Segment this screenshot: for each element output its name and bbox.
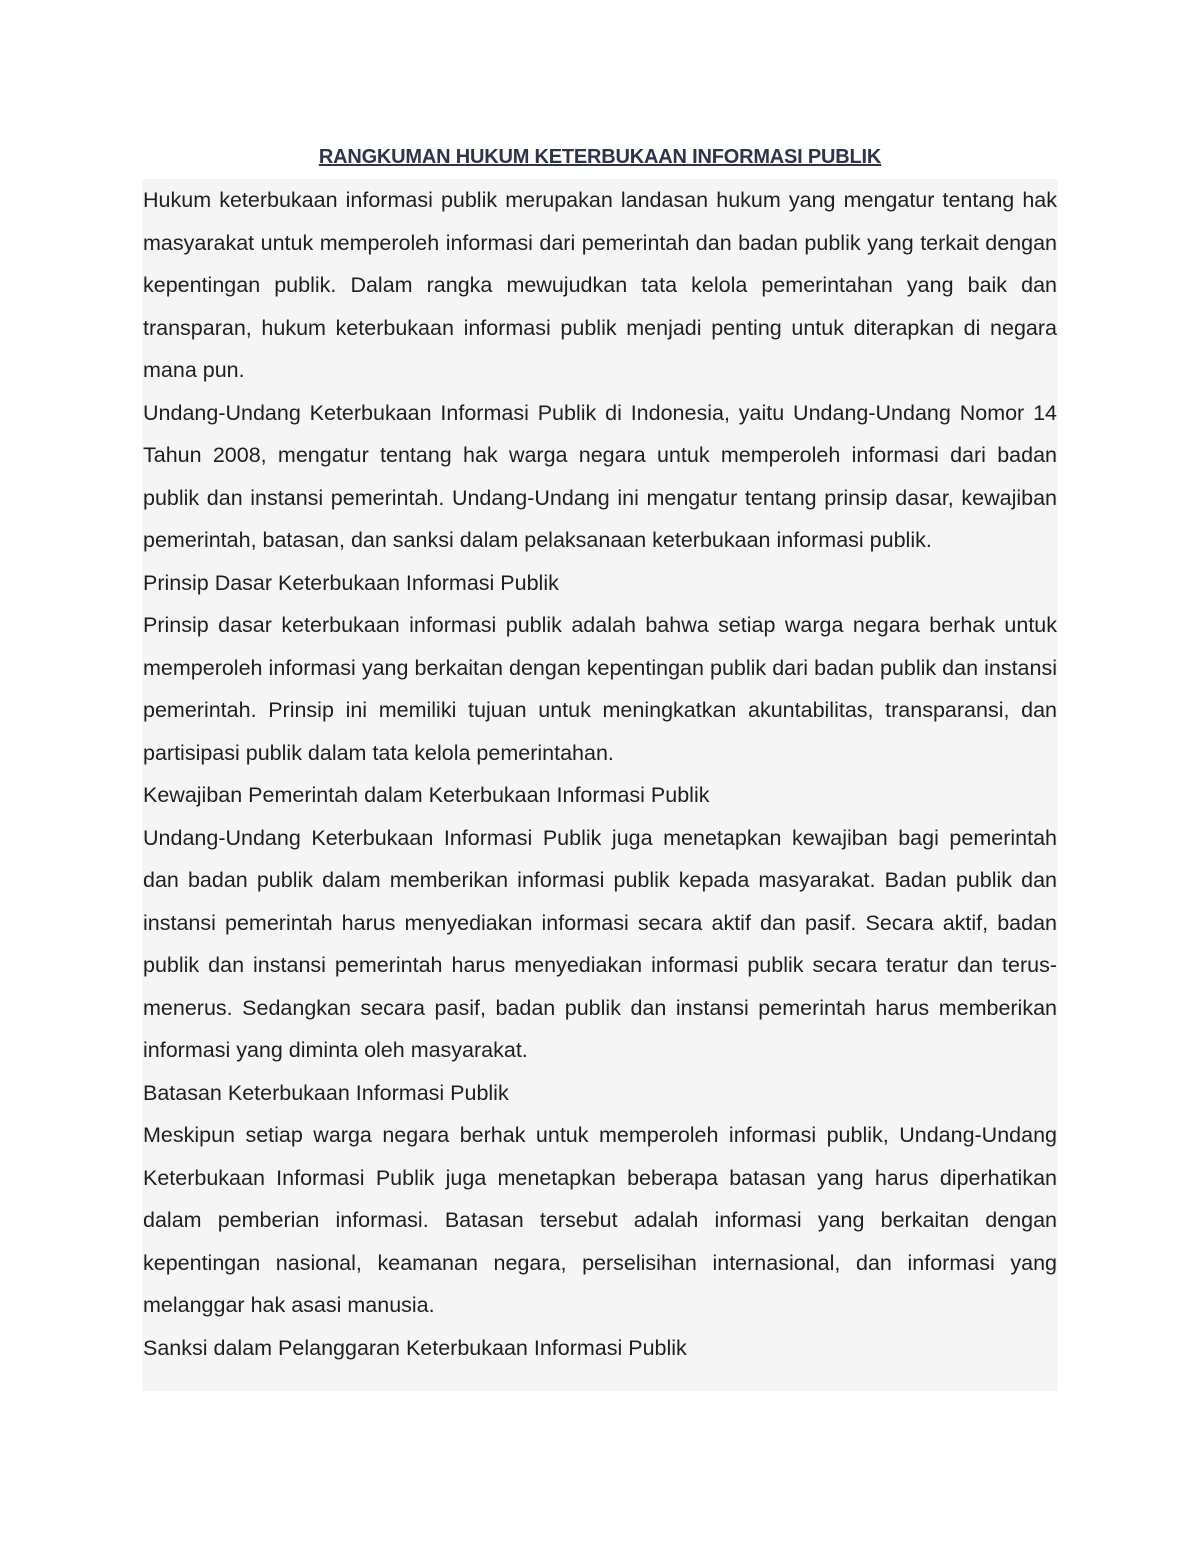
- paragraph-undang-undang: Undang-Undang Keterbukaan Informasi Publik di Indonesia, yaitu Undang-Undang Nomor 14 Tahun 2008, mengatur tentang hak warga negara untuk memperoleh informasi dari badan publik dan instansi pemerintah. Undang-Undang ini mengatur tentang prinsip dasar, kewajiban pemerintah, batasan, dan sanksi dalam pelaksanaan keterbukaan informasi publik.: [142, 392, 1058, 562]
- section-heading-kewajiban: Kewajiban Pemerintah dalam Keterbukaan Informasi Publik: [142, 774, 1058, 817]
- section-heading-prinsip-dasar: Prinsip Dasar Keterbukaan Informasi Publik: [142, 562, 1058, 605]
- document-body: [142, 179, 1058, 1391]
- paragraph-batasan: Meskipun setiap warga negara berhak untuk memperoleh informasi publik, Undang-Undang Keterbukaan Informasi Publik juga menetapkan beberapa batasan yang harus diperhatikan dalam pemberian informasi. Batasan tersebut adalah informasi yang berkaitan dengan kepentingan nasional, keamanan negara, perselisihan internasional, dan informasi yang melanggar hak asasi manusia.: [142, 1114, 1058, 1327]
- section-heading-batasan: Batasan Keterbukaan Informasi Publik: [142, 1072, 1058, 1115]
- paragraph-intro: Hukum keterbukaan informasi publik merupakan landasan hukum yang mengatur tentang hak masyarakat untuk memperoleh informasi dari pemerintah dan badan publik yang terkait dengan kepentingan publik. Dalam rangka mewujudkan tata kelola pemerintahan yang baik dan transparan, hukum keterbukaan informasi publik menjadi penting untuk diterapkan di negara mana pun.: [142, 179, 1058, 392]
- paragraph-kewajiban: Undang-Undang Keterbukaan Informasi Publik juga menetapkan kewajiban bagi pemerintah dan badan publik dalam memberikan informasi publik kepada masyarakat. Badan publik dan instansi pemerintah harus menyediakan informasi secara aktif dan pasif. Secara aktif, badan publik dan instansi pemerintah harus menyediakan informasi publik secara teratur dan terus-menerus. Sedangkan secara pasif, badan publik dan instansi pemerintah harus memberikan informasi yang diminta oleh masyarakat.: [142, 817, 1058, 1072]
- document-title: RANGKUMAN HUKUM KETERBUKAAN INFORMASI PUBLIK: [318, 146, 882, 168]
- section-heading-sanksi: Sanksi dalam Pelanggaran Keterbukaan Informasi Publik: [142, 1327, 1058, 1391]
- paragraph-prinsip-dasar: Prinsip dasar keterbukaan informasi publik adalah bahwa setiap warga negara berhak untuk memperoleh informasi yang berkaitan dengan kepentingan publik dari badan publik dan instansi pemerintah. Prinsip ini memiliki tujuan untuk meningkatkan akuntabilitas, transparansi, dan partisipasi publik dalam tata kelola pemerintahan.: [142, 604, 1058, 774]
